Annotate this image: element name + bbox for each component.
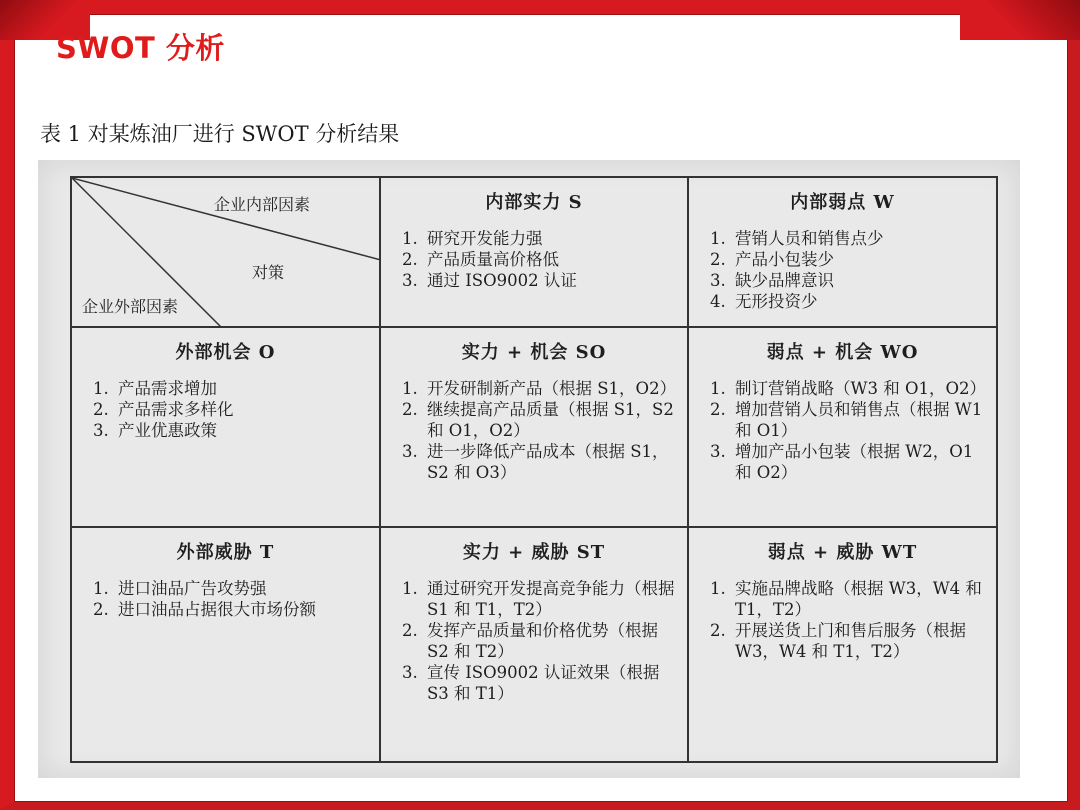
weaknesses-title: 内部弱点 W [790,192,895,213]
list-item: 3. 宣传 ISO9002 认证效果（根据 S3 和 T1） [423,662,679,704]
internal-factors-label: 企业内部因素 [214,195,311,214]
so-list [389,378,679,483]
opportunities-title: 外部机会 O [175,342,276,363]
list-item: 1. 进口油品广告攻势强 [114,578,371,599]
st-title: 实力 + 威胁 ST [462,542,606,563]
threats-title: 外部威胁 T [176,542,275,563]
corner-header-cell [71,177,380,327]
wo-title: 弱点 + 机会 WO [766,342,919,363]
list-item: 1. 实施品牌战略（根据 W3，W4 和 T1，T2） [731,578,988,620]
opportunities-cell [71,327,380,527]
table-caption: 表 1 对某炼油厂进行 SWOT 分析结果 [40,122,400,146]
list-item: 3. 产业优惠政策 [114,420,371,441]
weaknesses-list [697,228,988,312]
list-item: 2. 产品小包装少 [731,249,988,270]
opportunities-list [80,378,371,441]
list-item: 1. 营销人员和销售点少 [731,228,988,249]
so-title: 实力 + 机会 SO [461,342,607,363]
list-item: 2. 发挥产品质量和价格优势（根据 S2 和 T2） [423,620,679,662]
list-item: 2. 继续提高产品质量（根据 S1，S2 和 O1，O2） [423,399,679,441]
strengths-cell [380,177,688,327]
list-item: 2. 进口油品占据很大市场份额 [114,599,371,620]
swot-table [70,176,998,763]
list-item: 2. 开展送货上门和售后服务（根据 W3，W4 和 T1，T2） [731,620,988,662]
wt-strategy-cell [688,527,997,762]
weaknesses-cell [688,177,997,327]
list-item: 4. 无形投资少 [731,291,988,312]
so-strategy-cell [380,327,688,527]
list-item: 1. 开发研制新产品（根据 S1，O2） [423,378,679,399]
st-list [389,578,679,704]
wt-list [697,578,988,662]
list-item: 2. 增加营销人员和销售点（根据 W1 和 O1） [731,399,988,441]
slide-title: SWOT 分析 [56,31,225,65]
st-strategy-cell [380,527,688,762]
list-item: 3. 进一步降低产品成本（根据 S1，S2 和 O3） [423,441,679,483]
wo-strategy-cell [688,327,997,527]
external-factors-label: 企业外部因素 [82,297,179,316]
wo-list [697,378,988,483]
list-item: 3. 通过 ISO9002 认证 [423,270,679,291]
threats-list [80,578,371,620]
strategy-label: 对策 [252,263,285,282]
list-item: 2. 产品需求多样化 [114,399,371,420]
strengths-list [389,228,679,291]
list-item: 1. 产品需求增加 [114,378,371,399]
threats-cell [71,527,380,762]
list-item: 2. 产品质量高价格低 [423,249,679,270]
list-item: 1. 通过研究开发提高竞争能力（根据 S1 和 T1，T2） [423,578,679,620]
corner-decoration-right [960,0,1080,40]
list-item: 1. 制订营销战略（W3 和 O1，O2） [731,378,988,399]
list-item: 3. 缺少品牌意识 [731,270,988,291]
strengths-title: 内部实力 S [485,192,583,213]
wt-title: 弱点 + 威胁 WT [767,542,918,563]
list-item: 1. 研究开发能力强 [423,228,679,249]
list-item: 3. 增加产品小包装（根据 W2，O1 和 O2） [731,441,988,483]
